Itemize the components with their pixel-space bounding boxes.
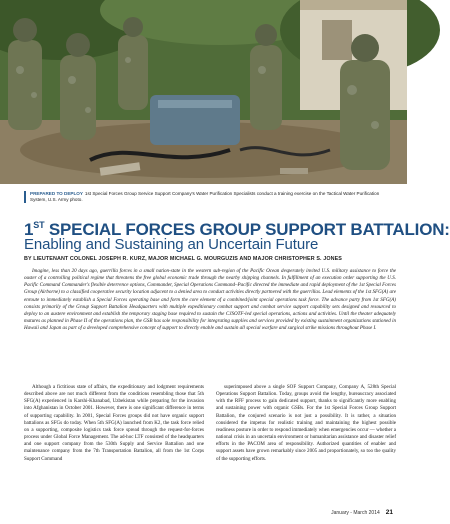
body-paragraph: Although a fictitious state of affairs, the expeditionary and lodgment requirements described above are not much different from the conditions resembling those that 5th SFG(A) experienced in Karshi-Khanabad, Uzbekistan while preparing for the invasion into Afghanistan in October 2001. However, there is one significant difference in terms of supporting capability. In 2001, Special Forces groups did not have organic support battalions as SFGs do today. When 5th SFG(A) launched from K2, the task force relied on a supporting, composite logistics task force spread through the request-for-forces process under Global Force Management. The ad-hoc LTF consisted of the headquarters and one support company from the 530th Supply and Service Battalion and one maintenance company from the 7th Transportation Battalion, all from the 1st Corps Support Command bbox=[24, 384, 204, 462]
body-paragraph: superimposed above a single SOF Support Company, Company A, 528th Special Operations Support Battalion. Today, groups avoid the lengthy, bureaucracy associated with the RFF process to gain dedicated support, thanks to significantly more enabling and sustaining power with organic GSBs. For the 1st Special Forces Group Support Battalion, the conjured scenario is not just a possibility. It is rather, a situation considered the impetus for realistic training and maintaining the highest possible readiness posture in order to respond immediately when emergencies occur — whether a national crisis in an uncertain environment or humanitarian assistance and disaster relief efforts in the PACOM area of responsibility. Authorized quantities of enabler and support assets have grown remarkably since 2005 and proportionately, so too the quality of the supporting efforts. bbox=[216, 384, 396, 462]
title-rest: SPECIAL FORCES GROUP SUPPORT BATTALION: bbox=[44, 220, 450, 239]
page-number: 21 bbox=[385, 509, 393, 516]
body-column-left bbox=[24, 384, 204, 463]
article-intro: Imagine, less than 20 days ago, guerrilla forces in a small nation-state in the western sub-region of the Pacific Ocean desperately invited U.S. military assistance to force the ouster of a controlling political regime that threatens the free global economic trade through the nearby shipping channels. In fulfillment of an execution order supporting the U.S. Pacific Command Commander's flexible deterrence options, Commander, Special Operations Command–Pacific directed the immediate and rapid deployment of the 1st Special Forces Group (Airborne) to a classified cooperative security location adjacent to a denied area to conduct activities directly partnered with the guerrillas. Lead elements of the 1st SFG(A) are enroute to immediately establish a Special Forces operating base and form the core element of a combined/joint special operations task force. The advance party from 1st SFG(A) consists primarily of the Group Support Battalion Headquarters with multiple expeditionary combat support and combat service support capability sets designed and resourced to deploy to an austere environment and establish the temporary staging base required to sustain the CJSOTF-led special operations, actions and activities. Until the theater adequately matures as planned in Phase II of the operations plan, the GSB has sole responsibility for integrating supplies and services provided by existing sustainment organizations stationed in Hawaii and Japan as part of a developed comprehensive concept of support to directly enable and sustain all special warfare and surgical strike missions throughout Phase I. bbox=[24, 268, 396, 332]
article-byline: BY LIEUTENANT COLONEL JOSEPH R. KURZ, MAJOR MICHAEL G. MOURGUZIS AND MAJOR CHRISTOPHER S. JONES bbox=[24, 256, 342, 262]
issue-date: January - March 2014 bbox=[331, 510, 380, 516]
body-column-right bbox=[216, 384, 396, 463]
field-photo-illustration bbox=[0, 0, 407, 184]
caption-tag: PREPARED TO DEPLOY bbox=[30, 191, 83, 196]
caption-text: 1st Special Forces Group Service Support Company's Water Purification Specialists conduct a training exercise on the Tactical Water Purification System, U.S. Army photo. bbox=[30, 191, 380, 202]
article-subtitle: Enabling and Sustaining an Uncertain Future bbox=[24, 236, 319, 253]
title-prefix: 1 bbox=[24, 220, 34, 239]
photo-caption bbox=[24, 191, 396, 203]
page-footer bbox=[331, 509, 393, 516]
cover-photo bbox=[0, 0, 407, 184]
title-superscript: ST bbox=[33, 220, 45, 230]
